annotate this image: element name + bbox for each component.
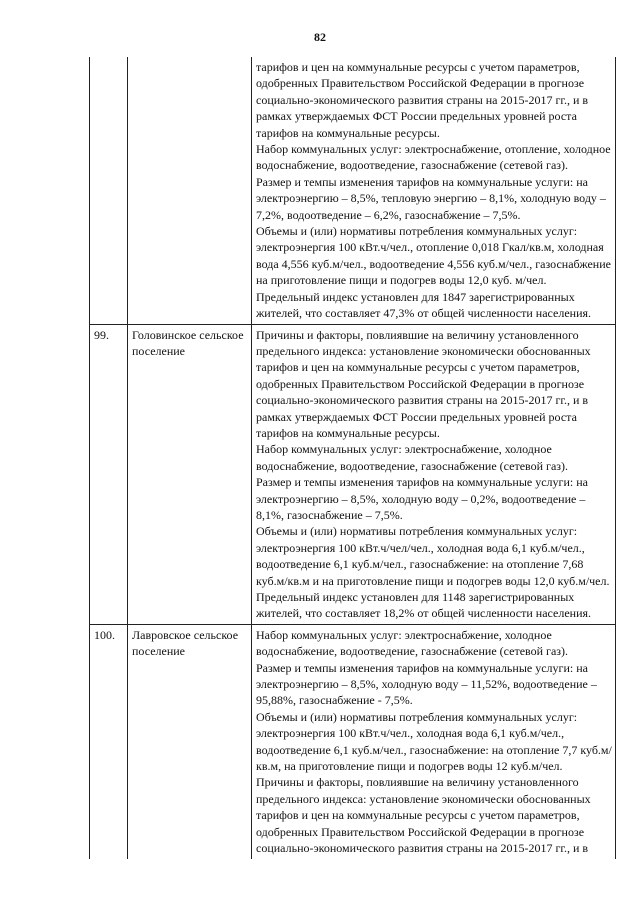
- paragraph: Объемы и (или) нормативы потребления коммунальных услуг: электроэнергия 100 кВт.ч/чел., отопление 0,018 Гкал/кв.м, холодная вода 4,556 куб.м/чел., водоотведение 4,556 куб.м/чел., газоснабжение на приготовление пищи и подогрев воды 12,0 куб. м/чел.: [256, 224, 611, 288]
- paragraph: Набор коммунальных услуг: электроснабжение, отопление, холодное водоснабжение, водоотведение, газоснабжение (сетевой газ).: [256, 142, 611, 173]
- paragraph: Размер и темпы изменения тарифов на коммунальные услуги: на электроэнергию – 8,5%, тепловую энергию – 8,1%, холодную воду – 7,2%, водоотведение – 6,2%, газоснабжение – 7,5%.: [256, 174, 606, 222]
- paragraph: Размер и темпы изменения тарифов на коммунальные услуги: на электроэнергию – 8,5%, холодную воду – 11,52%, водоотведение – 95,88%, газоснабжение - 7,5%.: [256, 660, 597, 708]
- table-row: [90, 57, 616, 324]
- paragraph: Предельный индекс установлен для 1847 зарегистрированных жителей, что составляет 47,3% от общей численности населения.: [256, 289, 592, 321]
- paragraph: Набор коммунальных услуг: электроснабжение, холодное водоснабжение, водоотведение, газоснабжение (сетевой газ).: [256, 627, 569, 659]
- settlements-table: [89, 57, 616, 859]
- page-number: 82: [314, 30, 326, 44]
- description-cell: [252, 624, 616, 858]
- table-row: [90, 624, 616, 858]
- paragraph: Объемы и (или) нормативы потребления коммунальных услуг: электроэнергия 100 кВт.ч/чел/чел., холодная вода 6,1 куб.м/чел., водоотведение 6,1 куб.м/чел., газоснабжение: на отопление 7,68 куб.м/кв.м и на приготовление пищи и подогрев воды 12,0 куб.м/чел.: [256, 524, 610, 588]
- row-number-cell: 99.: [90, 324, 128, 624]
- paragraph: Размер и темпы изменения тарифов на коммунальные услуги: на электроэнергию – 8,5%, холодную воду – 0,2%, водоотведение – 8,1%, газоснабжение – 7,5%.: [256, 475, 588, 522]
- description-cell: [252, 324, 616, 624]
- settlement-cell: [128, 57, 252, 324]
- paragraph: Набор коммунальных услуг: электроснабжение, холодное водоснабжение, водоотведение, газоснабжение (сетевой газ).: [256, 442, 569, 473]
- paragraph: тарифов и цен на коммунальные ресурсы с учетом параметров, одобренных Правительством Российской Федерации в прогнозе социально-экономического развития страны на 2015-2017 гг., и в рамках утверждаемых ФСТ России предельных уровней роста тарифов на коммунальные ресурсы.: [256, 60, 589, 140]
- settlement-cell: Лавровское сельское поселение: [128, 624, 252, 858]
- settlement-cell: Головинское сельское поселение: [128, 324, 252, 624]
- row-number-cell: 100.: [90, 624, 128, 858]
- paragraph: Предельный индекс установлен для 1148 зарегистрированных жителей, что составляет 18,2% от общей численности населения.: [256, 590, 592, 621]
- row-number-cell: [90, 57, 128, 324]
- table-row: [90, 324, 616, 624]
- paragraph: Причины и факторы, повлиявшие на величину установленного предельного индекса: установление экономически обоснованных тарифов и цен на коммунальные ресурсы с учетом параметров, одобренных Правительством Российской Федерации в прогнозе социально-экономического развития страны на 2015-2017 гг., и в рамках утверждаемых ФСТ России предельных уровней роста тарифов на коммунальные ресурсы.: [256, 327, 591, 440]
- paragraph: Объемы и (или) нормативы потребления коммунальных услуг: электроэнергия 100 кВт.ч/чел., холодная вода 6,1 куб.м/чел., водоотведение 6,1 куб.м/чел., газоснабжение: на отопление 7,7 куб.м/кв.м, на приготовление пищи и подогрев воды 12 куб.м/чел.: [256, 709, 612, 774]
- description-cell: [252, 57, 616, 324]
- paragraph: Причины и факторы, повлиявшие на величину установленного предельного индекса: установление экономически обоснованных тарифов и цен на коммунальные ресурсы с учетом параметров, одобренных Правительством Российской Федерации в прогнозе социально-экономического развития страны на 2015-2017 гг., и в: [256, 775, 591, 856]
